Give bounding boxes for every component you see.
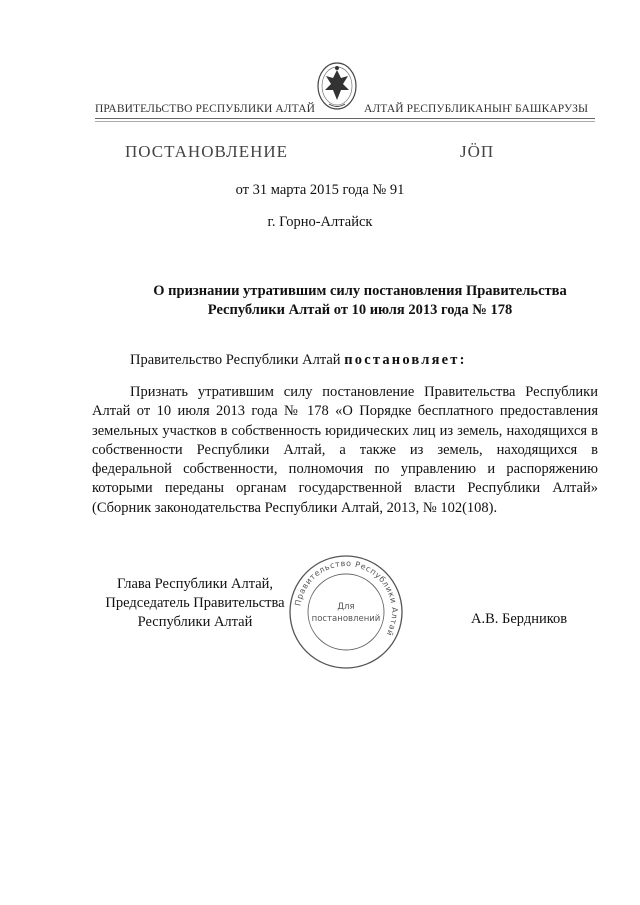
signatory-name: А.В. Бердников (471, 611, 568, 627)
government-name-altai: АЛТАЙ РЕСПУБЛИКАНЫҤ БАШКАРУЗЫ (364, 103, 589, 115)
signatory-position (100, 575, 290, 632)
document-date-number: от 31 марта 2015 года № 91 (235, 182, 405, 198)
government-name-russian: ПРАВИТЕЛЬСТВО РЕСПУБЛИКИ АЛТАЙ (95, 103, 316, 115)
signatory-line-2: Председатель Правительства (105, 595, 285, 611)
stamp-ring-text: Правительство Республики Алтай (293, 558, 400, 638)
stamp-center-line-1: Для (337, 602, 355, 612)
signatory-line-1: Глава Республики Алтай, (116, 576, 274, 592)
document-city: г. Горно-Алтайск (267, 214, 373, 230)
header-divider-secondary (95, 121, 595, 122)
coat-of-arms-emblem (315, 60, 359, 112)
decree-prefix: Правительство Республики Алтай (130, 352, 341, 368)
document-title-line-1: О признании утратившим силу постановления Правительства (153, 283, 567, 299)
document-type-altai: JÖП (460, 142, 495, 161)
official-stamp (287, 553, 405, 671)
header-divider (95, 118, 595, 119)
document-title-line-2: Республики Алтай от 10 июля 2013 года № 178 (207, 302, 513, 318)
stamp-center-line-2: постановлений (311, 614, 381, 624)
document-title (100, 282, 620, 320)
signatory-line-3: Республики Алтай (137, 614, 253, 630)
decree-statement (130, 352, 467, 369)
decree-verb: постановляет: (344, 352, 467, 368)
body-paragraph: Признать утратившим силу постановление Правительства Республики Алтай от 10 июля 2013 года № 178 «О Порядке бесплатного предоставления земельных участков в собственность юридических лиц из земель, находящихся в собственности Республики Алтай, а также из земель, находящихся в федеральной собственности, полномочия по управлению и распоряжению которыми переданы органам государственной власти Республики Алтай» (Сборник законодательства Республики Алтай, 2013, № 102(108). (92, 384, 598, 516)
document-type-russian: ПОСТАНОВЛЕНИЕ (125, 142, 289, 161)
